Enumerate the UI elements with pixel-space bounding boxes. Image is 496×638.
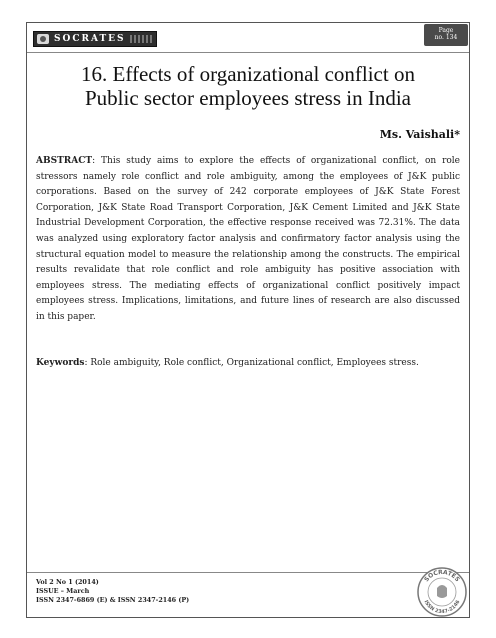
issue-info: ISSUE – March	[36, 587, 90, 595]
journal-footer	[36, 578, 286, 605]
issn-info: ISSN 2347-6869 (E) & ISSN 2347-2146 (P)	[36, 596, 190, 604]
keywords-text: : Role ambiguity, Role conflict, Organizational conflict, Employees stress.	[84, 358, 419, 368]
abstract	[36, 154, 460, 326]
header-divider	[27, 52, 469, 53]
abstract-label: ABSTRACT	[36, 156, 93, 166]
owl-logo-icon	[37, 34, 49, 44]
logo-text: SOCRATES	[54, 34, 126, 44]
socrates-seal	[416, 566, 468, 618]
logo-stripe	[130, 35, 153, 43]
page-number: no. 134	[434, 34, 458, 41]
title-line-2: Public sector employees stress in India	[84, 86, 411, 110]
footer-divider	[27, 572, 469, 573]
page-number-box	[424, 24, 468, 46]
title-line-1: 16. Effects of organizational conflict on	[81, 62, 415, 86]
volume-info: Vol 2 No 1 (2014)	[36, 578, 99, 586]
page-label: Page	[438, 27, 454, 34]
keywords	[36, 356, 460, 370]
socrates-logo	[33, 31, 157, 47]
seal-top-text: SOCRATES	[423, 568, 461, 584]
author-name: Ms. Vaishali*	[379, 128, 460, 141]
keywords-label: Keywords	[36, 358, 85, 368]
paper-title	[40, 62, 456, 110]
seal-bottom-text: ISSN 2347-2146	[422, 599, 462, 616]
seal-owl-icon	[437, 585, 447, 598]
abstract-text: : This study aims to explore the effects of organizational conflict, on role stressors namely role conflict and role ambiguity, among the employees of J&K public corporations. Based on the survey of 242 corporate employees of J&K State Forest Corporation, J&K State Road Transport Corporation, J&K Cement Limited and J&K State Industrial Development Corporation, the effective response received was 72.31%. The data was analyzed using exploratory factor analysis and confirmatory factor analysis using the structural equation model to measure the relationship among the constructs. The empirical results revalidate that role conflict and role ambiguity has positive association with employees stress. The mediating effects of organizational conflict positively impact employees stress. Implications, limitations, and future lines of research are also discussed in this paper.	[36, 156, 460, 322]
